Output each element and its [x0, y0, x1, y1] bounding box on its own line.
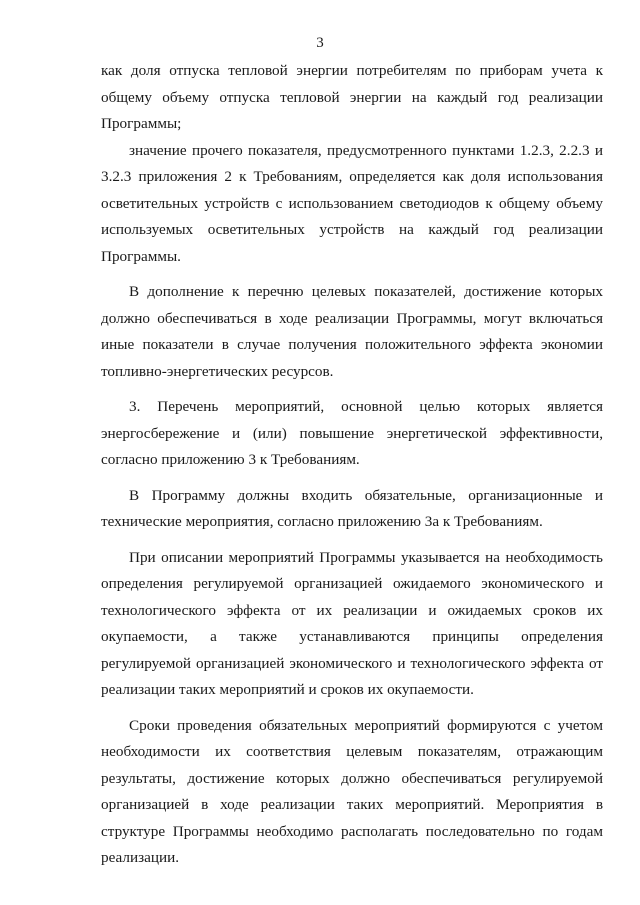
paragraph-measures-list: 3. Перечень мероприятий, основной целью которых является энергосбережение и (или) повышение энергетической эффективности, согласно приложению 3 к Требованиям.: [101, 398, 603, 468]
page-number: 3: [316, 35, 324, 51]
paragraph-heat-metering-share: как доля отпуска тепловой энергии потребителям по приборам учета к общему объему отпуска тепловой энергии на каждый год реализации Программы;: [101, 62, 603, 132]
paragraph-led-lighting-share: значение прочего показателя, предусмотренного пунктами 1.2.3, 2.2.3 и 3.2.3 приложения 2 к Требованиям, определяется как доля использования осветительных устройств с использованием светодиодов к общему объему используемых осветительных устройств на каждый год реализации Программы.: [101, 141, 603, 265]
paragraph-measures-description: При описании мероприятий Программы указывается на необходимость определения регулируемой организацией ожидаемого экономического и технологического эффекта от их реализации и ожидаемых сроков их окупаемости, а также устанавливаются принципы определения регулируемой организацией экономического и технологического эффекта от реализации таких мероприятий и сроков их окупаемости.: [101, 548, 603, 698]
paragraph-mandatory-measures: В Программу должны входить обязательные, организационные и технические мероприятия, согласно приложению 3а к Требованиям.: [101, 486, 603, 530]
paragraph-measures-timing: Сроки проведения обязательных мероприятий формируются с учетом необходимости их соответствия целевым показателям, отражающим результаты, достижение которых должно обеспечиваться регулируемой организацией в ходе реализации таких мероприятий. Мероприятия в структуре Программы необходимо располагать последовательно по годам реализации.: [101, 716, 603, 866]
body-text: [101, 58, 603, 872]
paragraph-additional-indicators: В дополнение к перечню целевых показателей, достижение которых должно обеспечиваться в ходе реализации Программы, могут включаться иные показатели в случае получения положительного эффекта экономии топливно-энергетических ресурсов.: [101, 283, 603, 380]
